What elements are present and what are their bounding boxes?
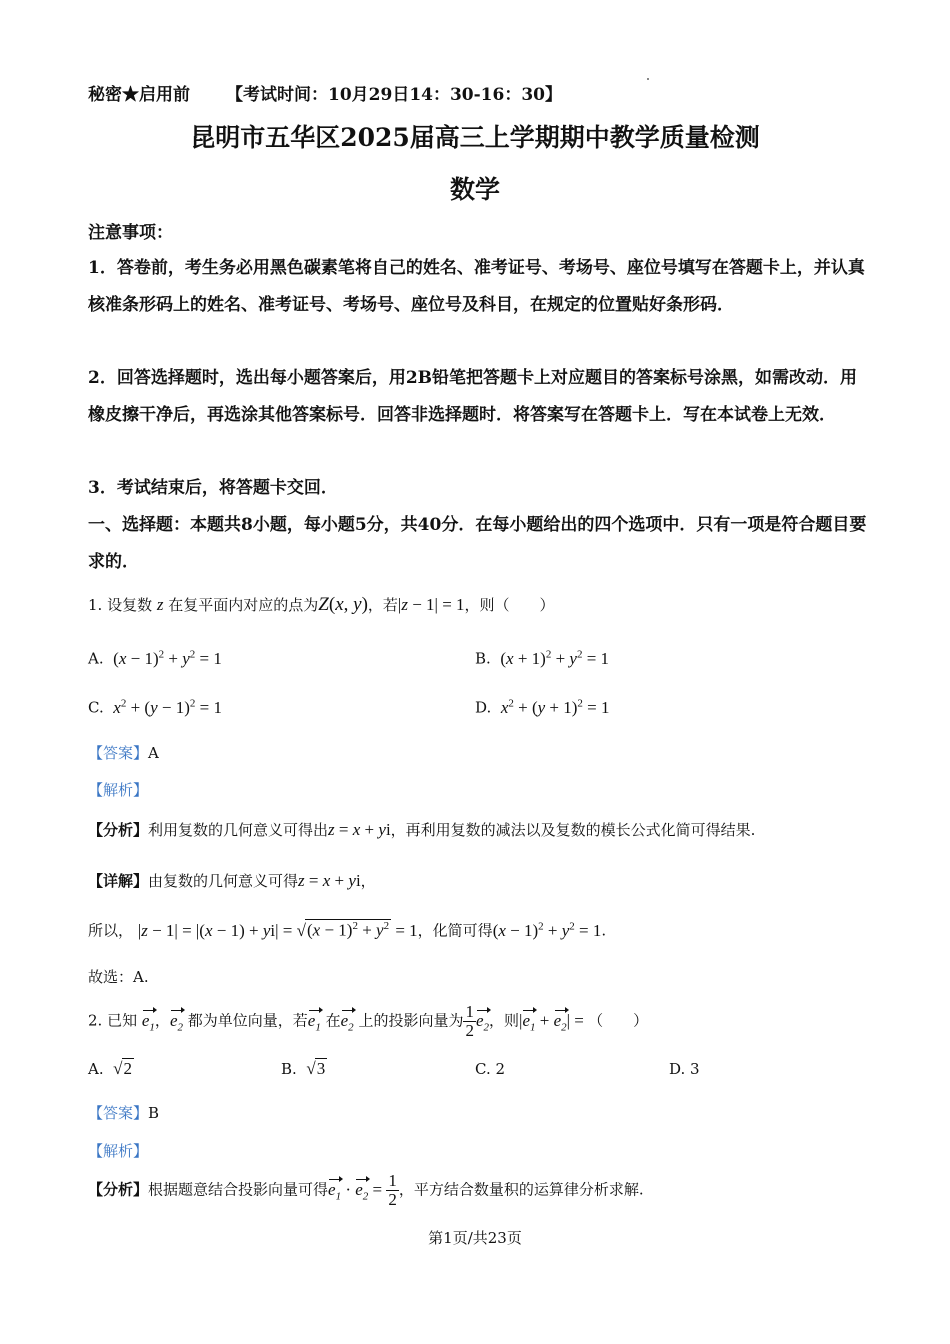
answer-tag: 【答案】 — [88, 1104, 149, 1122]
xiangjie-tag: 【详解】 — [88, 872, 149, 890]
option-math: $(x - 1)^2 + y^2 = 1$ — [113, 648, 222, 668]
q2-option-d[interactable]: D. 3 — [669, 1060, 700, 1078]
fraction-half: $\frac{1}{2}$ — [388, 1171, 397, 1209]
math-norm: $|e_1 + e_2|$ = — [519, 1010, 589, 1033]
q1-choice: 故选：A. — [88, 968, 149, 986]
vector-e1: $e_1$ — [307, 1010, 321, 1033]
vector-e2: $e_2$ — [340, 1010, 354, 1033]
vector-e2: $e_2$ — [475, 1010, 490, 1033]
notice-item-1: 1．答卷前，考生务必用黑色碳素笔将自己的姓名、准考证号、考场号、座位号填写在答题卡上，并认真核准条形码上的姓名、准考证号、考场号、座位号及科目，在规定的位置贴好条形码． — [88, 258, 865, 315]
q2-stem-g: （ ） — [588, 1011, 649, 1030]
option-letter: C. — [88, 698, 104, 717]
secret-label: 秘密★启用前 — [88, 85, 190, 105]
q1-analysis-tag: 【解析】 — [88, 781, 149, 799]
q2-stem-c: 都为单位向量，若 — [187, 1011, 308, 1030]
q2-stem-a: 2. 已知 — [88, 1011, 138, 1030]
page-title: 昆明市五华区2025届高三上学期期中教学质量检测 — [190, 123, 760, 152]
answer-tag: 【答案】 — [88, 744, 149, 762]
q2-stem-f: ，则 — [489, 1011, 520, 1030]
notice-item-2: 2．回答选择题时，选出每小题答案后，用2B铅笔把答题卡上对应题目的答案标号涂黑，如需改动．用橡皮擦干净后，再选涂其他答案标号．回答非选择题时．将答案写在答题卡上．写在本试卷上无效． — [88, 368, 858, 425]
q1-stem-b: 在复平面内对应的点为 — [168, 596, 319, 614]
q2-stem — [88, 1003, 648, 1040]
option-math: √2 — [113, 1059, 132, 1078]
q1-stem-a: 1. 设复数 — [88, 596, 153, 614]
q2-stem-e: 上的投影向量为 — [358, 1011, 464, 1030]
q2-option-c[interactable]: C. 2 — [475, 1060, 506, 1078]
q1-option-a[interactable] — [88, 648, 222, 669]
math-result: $(x - 1)^2 + y^2 = 1$ — [492, 920, 602, 940]
q1-option-c[interactable] — [88, 697, 222, 718]
option-letter: D. — [475, 698, 492, 717]
q2-stem-b: ， — [154, 1011, 170, 1030]
math-dot-product: $e_1 \cdot e_2$ = — [328, 1179, 387, 1202]
header-line — [88, 80, 562, 105]
option-math: $x^2 + (y - 1)^2 = 1$ — [113, 697, 222, 717]
fenxi-tag: 【分析】 — [88, 821, 149, 839]
q1-xiangjie: 【详解】由复数的几何意义可得z = x + yi， — [88, 871, 376, 890]
exam-time: 【考试时间：10月29日14：30-16：30】 — [226, 85, 562, 105]
scan-dot — [647, 78, 649, 80]
option-math: $(x + 1)^2 + y^2 = 1$ — [500, 648, 610, 668]
q2-fenxi — [88, 1172, 644, 1209]
option-letter: A. — [88, 649, 104, 668]
fenxi-b: ，再利用复数的减法以及复数的模长公式化简可得结果. — [390, 821, 756, 839]
q2-answer — [88, 1102, 159, 1123]
q1-stem — [88, 594, 555, 616]
q2-analysis-tag: 【解析】 — [88, 1142, 149, 1160]
math-z: z — [156, 595, 164, 614]
math-condition: |z − 1| = 1 — [397, 595, 465, 614]
math-z-eq: z = x + yi — [298, 871, 361, 890]
fenxi-a: 根据题意结合投影向量可得 — [148, 1180, 329, 1199]
answer-value: A — [148, 744, 159, 762]
option-math: $x^2 + (y + 1)^2 = 1$ — [500, 697, 610, 717]
option-math: √3 — [306, 1059, 326, 1078]
q1-derivation: 所以， $|z - 1| = |(x - 1) + yi| = √(x - 1)^2 + y^2 = 1$，化简可得$(x - 1)^2 + y^2 = 1$. — [88, 920, 607, 940]
notice-item-3: 3．考试结束后，将答题卡交回． — [88, 478, 338, 498]
math-point: Z — [318, 594, 329, 615]
fraction-half: $\frac{1}{2}$ — [465, 1002, 474, 1040]
q1-stem-d: ，则（ ） — [464, 596, 555, 614]
fenxi-b: ，平方结合数量积的运算律分析求解. — [398, 1180, 644, 1199]
fenxi-a: 利用复数的几何意义可得出 — [148, 821, 329, 839]
q2-stem-d: 在 — [325, 1011, 341, 1030]
xiangjie-text: 由复数的几何意义可得 — [148, 872, 299, 890]
q1-option-d[interactable] — [475, 697, 610, 718]
q2-option-a[interactable] — [88, 1058, 134, 1079]
fenxi-tag: 【分析】 — [88, 1180, 149, 1199]
section-heading: 一、选择题：本题共8小题，每小题5分，共40分．在每小题给出的四个选项中．只有一项是符合题目要求的． — [88, 515, 867, 572]
option-letter: B. — [281, 1060, 297, 1078]
q2-option-b[interactable] — [281, 1058, 327, 1079]
answer-value: B — [148, 1104, 160, 1122]
option-letter: A. — [88, 1060, 104, 1078]
math-point-paren: (x, y) — [328, 594, 368, 615]
huajian-text: ，化简可得 — [417, 921, 493, 940]
math-derivation: $|z - 1| = |(x - 1) + yi| = √(x - 1)^2 + y^2 = 1$ — [137, 920, 418, 940]
q1-fenxi — [88, 819, 755, 840]
q1-option-b[interactable] — [475, 648, 609, 669]
vector-e1: $e_1$ — [141, 1010, 155, 1033]
suoyi-text: 所以， — [88, 921, 134, 940]
option-letter: B. — [475, 649, 491, 668]
notice-heading: 注意事项： — [88, 223, 173, 243]
page-footer: 第1页/共23页 — [428, 1229, 522, 1247]
vector-e2: $e_2$ — [169, 1010, 183, 1033]
math-z-eq: z = x + yi — [328, 820, 391, 839]
q1-stem-c: ，若 — [367, 596, 398, 614]
subject-title: 数学 — [449, 175, 500, 204]
q1-answer — [88, 742, 159, 763]
